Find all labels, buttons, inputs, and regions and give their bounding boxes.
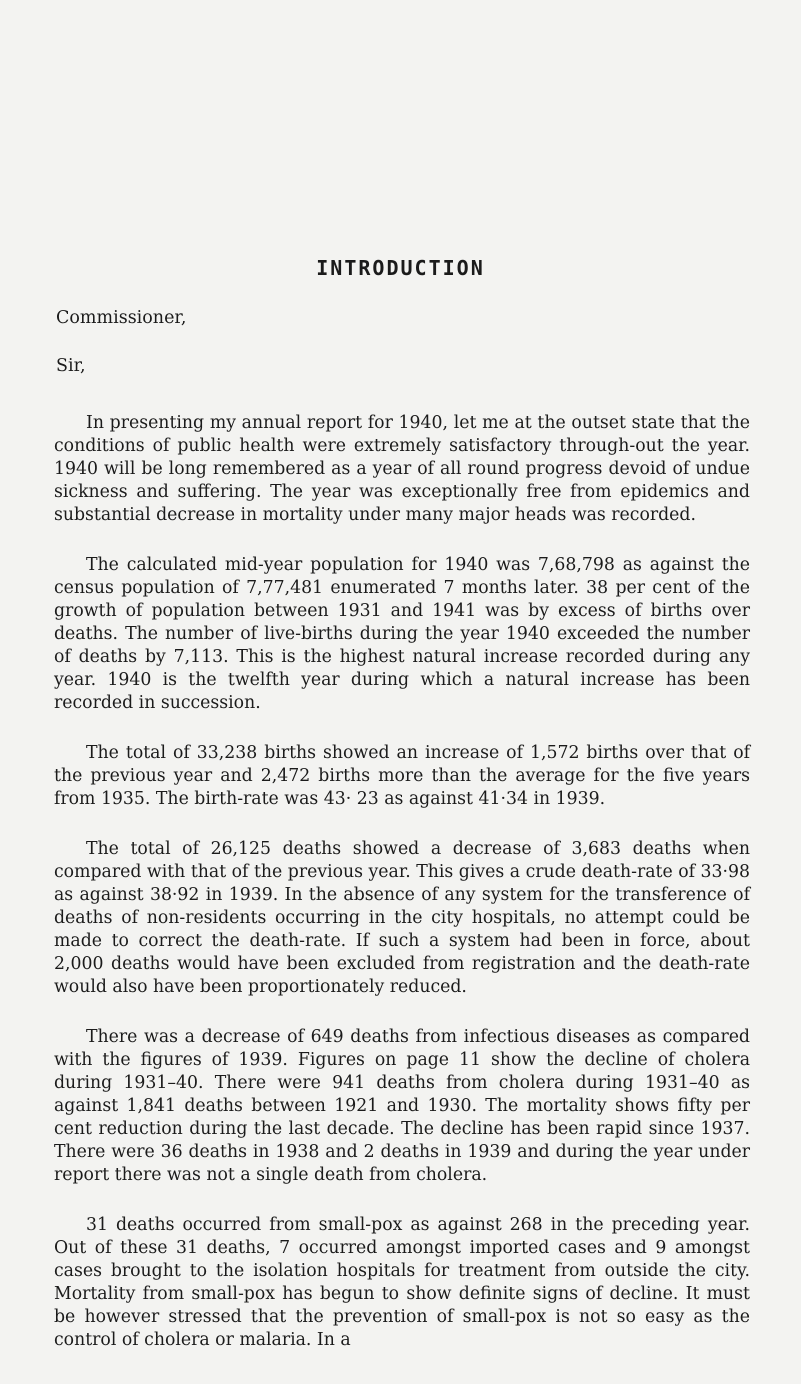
paragraph: The total of 26,125 deaths showed a decrease of 3,683 deaths when compared with that of the previous year. This gives a crude death-rate of 33·98 as against 38·92 in 1939. In the absence of any system for the transference of deaths of non-residents occurring in the city hospitals, no attempt could be made to correct the death-rate. If such a system had been in force, about 2,000 deaths would have been excluded from registration and the death-rate would also have been proportionately reduced. xyxy=(54,839,750,997)
addressee: Commissioner, xyxy=(56,308,187,328)
paragraph: In presenting my annual report for 1940, let me at the outset state that the conditions of public health were extremely satisfactory through-out the year. 1940 will be long remembered as a year of all round progress devoid of undue sickness and suffering. The year was exceptionally free from epidemics and substantial decrease in mortality under many major heads was recorded. xyxy=(54,413,750,525)
paragraph: The calculated mid-year population for 1940 was 7,68,798 as against the census population of 7,77,481 enumerated 7 months later. 38 per cent of the growth of population between 1931 and 1941 was by excess of births over deaths. The number of live-births during the year 1940 exceeded the number of deaths by 7,113. This is the highest natural increase recorded during any year. 1940 is the twelfth year during which a natural increase has been recorded in succession. xyxy=(54,555,750,713)
paragraph: 31 deaths occurred from small-pox as against 268 in the preceding year. Out of these 31 deaths, 7 occurred amongst imported cases and 9 amongst cases brought to the isolation hospitals for treatment from outside the city. Mortality from small-pox has begun to show definite signs of decline. It must be however stressed that the prevention of small-pox is not so easy as the control of cholera or malaria. In a xyxy=(54,1215,750,1350)
paragraph: There was a decrease of 649 deaths from infectious diseases as compared with the figures of 1939. Figures on page 11 show the decline of cholera during 1931–40. There were 941 deaths from cholera during 1931–40 as against 1,841 deaths between 1921 and 1930. The mortality shows fifty per cent reduction during the last decade. The decline has been rapid since 1937. There were 36 deaths in 1938 and 2 deaths in 1939 and during the year under report there was not a single death from cholera. xyxy=(54,1027,750,1185)
salutation: Sir, xyxy=(56,356,86,376)
body-text xyxy=(54,412,750,1379)
paragraph: The total of 33,238 births showed an increase of 1,572 births over that of the previous year and 2,472 births more than the average for the five years from 1935. The birth-rate was 43· 23 as against 41·34 in 1939. xyxy=(54,743,750,809)
page-title: INTRODUCTION xyxy=(316,256,485,280)
